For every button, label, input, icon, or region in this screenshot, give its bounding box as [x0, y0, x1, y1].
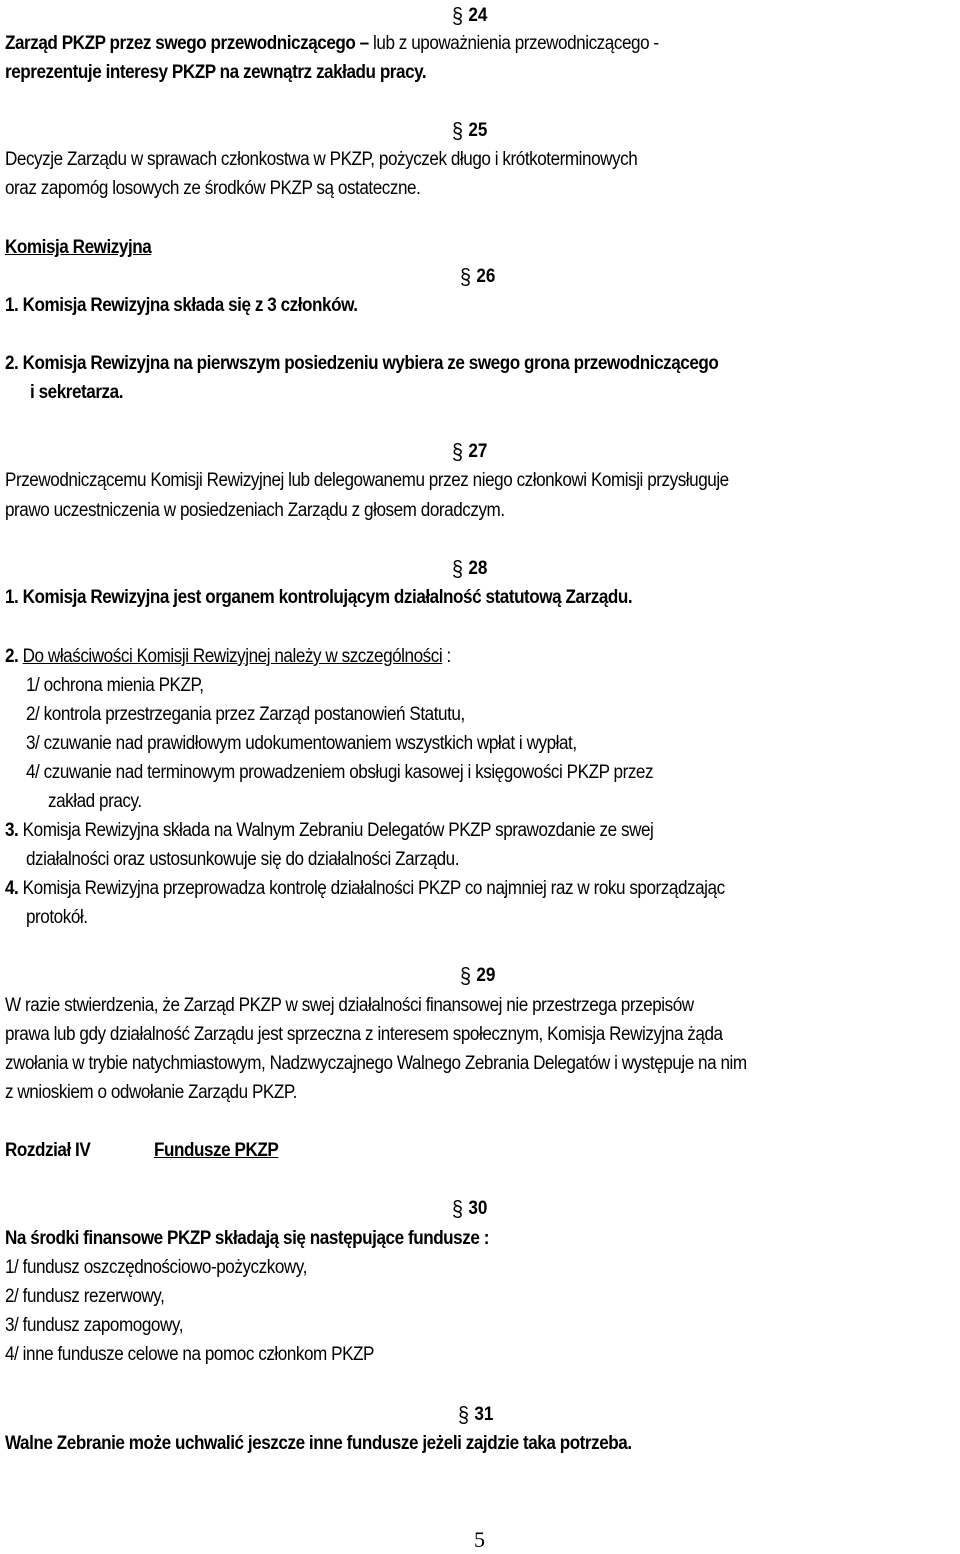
section-number: 24 [468, 5, 488, 26]
section-28-sub-4-line-2: zakład pracy. [48, 791, 142, 812]
section-28-item-3-line-2: działalności oraz ustosunkowuje się do działalności Zarządu. [26, 849, 460, 870]
item-3-text: Komisja Rewizyjna składa na Walnym Zebraniu Delegatów PKZP sprawozdanie ze swej [18, 820, 654, 841]
item-number: 2. [5, 646, 23, 667]
section-24-heading [452, 4, 487, 28]
section-26-heading [460, 265, 495, 289]
section-symbol: § [458, 1402, 470, 1427]
section-number: 26 [476, 266, 496, 287]
section-24-bold-text: Zarząd PKZP przez swego przewodniczącego – [5, 33, 369, 54]
section-symbol: § [452, 3, 464, 28]
item-2-underlined-text: Do właściwości Komisji Rewizyjnej należy w szczególności [22, 646, 443, 667]
page-number: 5 [474, 1527, 485, 1552]
section-symbol: § [452, 439, 464, 464]
section-27-line-2: prawo uczestniczenia w posiedzeniach Zarządu z głosem doradczym. [5, 500, 505, 521]
commission-heading: Komisja Rewizyjna [5, 237, 152, 258]
section-28-heading [452, 557, 487, 581]
section-symbol: § [452, 556, 464, 581]
chapter-label: Rozdział IV [5, 1140, 91, 1161]
item-number: 3. [5, 820, 19, 841]
section-29-line-3: zwołania w trybie natychmiastowym, Nadzwyczajnego Walnego Zebrania Delegatów i występuje na nim [5, 1053, 747, 1074]
section-29-line-1: W razie stwierdzenia, że Zarząd PKZP w swej działalności finansowej nie przestrzega przepisów [5, 995, 694, 1016]
section-27-line-1: Przewodniczącemu Komisji Rewizyjnej lub delegowanemu przez niego członkowi Komisji przysługuje [5, 470, 729, 491]
section-29-heading [460, 964, 495, 988]
fund-list-item: 2/ fundusz rezerwowy, [5, 1286, 165, 1307]
section-25-line-2: oraz zapomóg losowych ze środków PKZP są ostateczne. [5, 178, 421, 199]
section-28-item-1: 1. Komisja Rewizyjna jest organem kontrolującym działalność statutową Zarządu. [5, 587, 633, 608]
section-24-line-1 [5, 32, 659, 56]
section-number: 31 [474, 1404, 494, 1425]
section-26-item-2-line-1: 2. Komisja Rewizyjna na pierwszym posiedzeniu wybiera ze swego grona przewodniczącego [5, 353, 719, 374]
section-31-text: Walne Zebranie może uchwalić jeszcze inne fundusze jeżeli zajdzie taka potrzeba. [5, 1433, 632, 1454]
section-number: 29 [476, 965, 496, 986]
section-number: 25 [468, 120, 488, 141]
section-29-line-4: z wnioskiem o odwołanie Zarządu PKZP. [5, 1082, 297, 1103]
item-number: 4. [5, 878, 19, 899]
section-number: 27 [468, 441, 488, 462]
section-number: 28 [468, 558, 488, 579]
item-2-colon: : [442, 646, 451, 667]
section-30-intro: Na środki finansowe PKZP składają się następujące fundusze : [5, 1228, 489, 1249]
section-26-item-1: 1. Komisja Rewizyjna składa się z 3 członków. [5, 295, 358, 316]
section-25-line-1: Decyzje Zarządu w sprawach członkostwa w PKZP, pożyczek długo i krótkoterminowych [5, 149, 638, 170]
section-26-item-2-line-2: i sekretarza. [30, 382, 124, 403]
section-28-item-2 [5, 645, 451, 669]
section-28-sub-2: 2/ kontrola przestrzegania przez Zarząd postanowień Statutu, [26, 704, 465, 725]
section-number: 30 [468, 1198, 488, 1219]
fund-list-item: 1/ fundusz oszczędnościowo-pożyczkowy, [5, 1257, 307, 1278]
fund-list-item: 4/ inne fundusze celowe na pomoc członkom PKZP [5, 1344, 375, 1365]
section-symbol: § [460, 963, 472, 988]
section-28-sub-3: 3/ czuwanie nad prawidłowym udokumentowaniem wszystkich wpłat i wypłat, [26, 733, 577, 754]
section-25-heading [452, 119, 487, 143]
fund-list-item: 3/ fundusz zapomogowy, [5, 1315, 184, 1336]
section-24-line-2: reprezentuje interesy PKZP na zewnątrz zakładu pracy. [5, 62, 427, 83]
section-28-item-4-line-2: protokół. [26, 907, 88, 928]
item-4-text: Komisja Rewizyjna przeprowadza kontrolę działalności PKZP co najmniej raz w roku sporządzając [18, 878, 725, 899]
section-symbol: § [452, 1196, 464, 1221]
chapter-title: Fundusze PKZP [154, 1140, 279, 1161]
section-symbol: § [452, 118, 464, 143]
section-28-sub-4-line-1: 4/ czuwanie nad terminowym prowadzeniem obsługi kasowej i księgowości PKZP przez [26, 762, 654, 783]
section-28-sub-1: 1/ ochrona mienia PKZP, [26, 675, 204, 696]
section-30-heading [452, 1197, 487, 1221]
section-24-text: lub z upoważnienia przewodniczącego - [368, 33, 659, 54]
section-31-heading [458, 1403, 493, 1427]
section-28-item-4-line-1 [5, 877, 725, 901]
section-28-item-3-line-1 [5, 819, 653, 843]
section-29-line-2: prawa lub gdy działalność Zarządu jest sprzeczna z interesem społecznym, Komisja Rewizyjna żąda [5, 1024, 723, 1045]
section-symbol: § [460, 264, 472, 289]
section-27-heading [452, 440, 487, 464]
